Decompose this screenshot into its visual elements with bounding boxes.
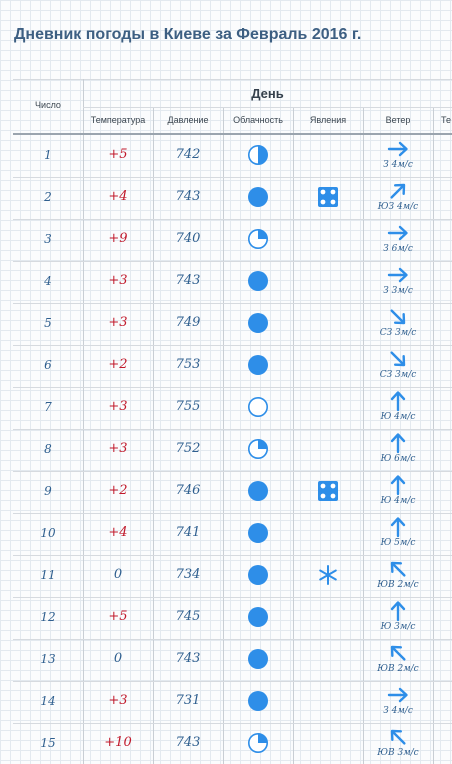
cloudiness-full-icon — [247, 690, 269, 712]
pressure-value: 752 — [175, 441, 201, 456]
temperature-value: +5 — [108, 147, 128, 162]
header-mid-border — [83, 107, 452, 108]
wind-value: ЮЗ 4м/с — [377, 202, 419, 212]
cloudiness-full-icon — [247, 480, 269, 502]
column-divider — [223, 107, 224, 764]
dice-icon — [317, 480, 339, 502]
wind-value: СЗ 3м/с — [379, 328, 417, 338]
temperature-value: 0 — [113, 651, 123, 666]
wind-arrow-up-left-icon — [387, 558, 409, 580]
day-number: 4 — [44, 274, 52, 288]
day-number: 8 — [44, 442, 52, 456]
column-header-1: Температура — [90, 115, 146, 125]
column-header-6: Те — [441, 115, 451, 125]
temperature-value: +3 — [108, 315, 128, 330]
day-number: 10 — [40, 526, 56, 540]
wind-arrow-up-icon — [387, 516, 409, 538]
snowflake-icon — [317, 564, 339, 586]
wind-arrow-up-left-icon — [387, 726, 409, 748]
day-number: 14 — [40, 694, 56, 708]
row-divider — [13, 597, 452, 598]
wind-value: З 4м/с — [383, 160, 413, 170]
pressure-value: 755 — [175, 399, 201, 414]
wind-arrow-up-left-icon — [387, 642, 409, 664]
day-number: 13 — [40, 652, 56, 666]
day-number: 15 — [40, 736, 56, 750]
section-header-day: День — [251, 86, 284, 101]
cloudiness-half-icon — [247, 144, 269, 166]
wind-arrow-up-icon — [387, 474, 409, 496]
row-divider — [13, 513, 452, 514]
temperature-value: +10 — [104, 735, 132, 750]
day-number: 3 — [44, 232, 52, 246]
column-divider — [433, 107, 434, 764]
day-number: 2 — [44, 190, 52, 204]
wind-arrow-up-icon — [387, 432, 409, 454]
column-header-5: Ветер — [385, 115, 411, 125]
temperature-value: +2 — [108, 357, 128, 372]
pressure-value: 742 — [175, 147, 201, 162]
row-divider — [13, 219, 452, 220]
column-header-2: Давление — [167, 115, 209, 125]
wind-arrow-down-right-icon — [387, 348, 409, 370]
cloudiness-empty-icon — [247, 396, 269, 418]
cloudiness-full-icon — [247, 564, 269, 586]
pressure-value: 743 — [175, 189, 201, 204]
cloudiness-full-icon — [247, 186, 269, 208]
wind-arrow-up-icon — [387, 390, 409, 412]
wind-value: ЮВ 2м/с — [377, 664, 419, 674]
row-divider — [13, 303, 452, 304]
row-divider — [13, 639, 452, 640]
temperature-value: 0 — [113, 567, 123, 582]
row-divider — [13, 261, 452, 262]
temperature-value: +5 — [108, 609, 128, 624]
pressure-value: 743 — [175, 273, 201, 288]
cloudiness-full-icon — [247, 522, 269, 544]
wind-value: Ю 5м/с — [380, 538, 416, 548]
temperature-value: +4 — [108, 525, 128, 540]
day-number: 11 — [40, 568, 56, 582]
cloudiness-full-icon — [247, 270, 269, 292]
wind-value: Ю 4м/с — [380, 496, 416, 506]
pressure-value: 746 — [175, 483, 201, 498]
day-number: 9 — [44, 484, 52, 498]
row-divider — [13, 387, 452, 388]
wind-value: Ю 4м/с — [380, 412, 416, 422]
temperature-value: +2 — [108, 483, 128, 498]
cloudiness-full-icon — [247, 648, 269, 670]
row-divider — [13, 723, 452, 724]
wind-arrow-right-icon — [387, 264, 409, 286]
column-header-3: Облачность — [233, 115, 283, 125]
wind-arrow-right-icon — [387, 222, 409, 244]
wind-value: ЮВ 3м/с — [377, 748, 419, 758]
cloudiness-full-icon — [247, 606, 269, 628]
pressure-value: 749 — [175, 315, 201, 330]
column-header-day: Число — [35, 100, 61, 110]
row-divider — [13, 177, 452, 178]
temperature-value: +4 — [108, 189, 128, 204]
wind-arrow-right-icon — [387, 138, 409, 160]
temperature-value: +9 — [108, 231, 128, 246]
day-number: 7 — [44, 400, 52, 414]
wind-value: Ю 6м/с — [380, 454, 416, 464]
wind-value: З 3м/с — [383, 286, 413, 296]
temperature-value: +3 — [108, 441, 128, 456]
wind-arrow-right-icon — [387, 684, 409, 706]
day-number: 1 — [44, 148, 52, 162]
day-number: 5 — [44, 316, 52, 330]
column-header-4: Явления — [309, 115, 347, 125]
pressure-value: 743 — [175, 735, 201, 750]
wind-value: ЮВ 2м/с — [377, 580, 419, 590]
cloudiness-full-icon — [247, 312, 269, 334]
pressure-value: 743 — [175, 651, 201, 666]
row-divider — [13, 681, 452, 682]
header-bottom-border — [13, 133, 452, 135]
pressure-value: 745 — [175, 609, 201, 624]
pressure-value: 731 — [175, 693, 201, 708]
dice-icon — [317, 186, 339, 208]
row-divider — [13, 345, 452, 346]
column-divider — [293, 107, 294, 764]
wind-arrow-down-right-icon — [387, 306, 409, 328]
temperature-value: +3 — [108, 399, 128, 414]
row-divider — [13, 471, 452, 472]
wind-value: З 4м/с — [383, 706, 413, 716]
pressure-value: 753 — [175, 357, 201, 372]
cloudiness-quarter-icon — [247, 228, 269, 250]
cloudiness-quarter-icon — [247, 732, 269, 754]
pressure-value: 741 — [175, 525, 201, 540]
wind-arrow-up-icon — [387, 600, 409, 622]
wind-value: Ю 3м/с — [380, 622, 416, 632]
cloudiness-quarter-icon — [247, 438, 269, 460]
temperature-value: +3 — [108, 693, 128, 708]
temperature-value: +3 — [108, 273, 128, 288]
wind-arrow-up-right-icon — [387, 180, 409, 202]
wind-value: З 6м/с — [383, 244, 413, 254]
row-divider — [13, 555, 452, 556]
wind-value: СЗ 3м/с — [379, 370, 417, 380]
day-number: 12 — [40, 610, 56, 624]
page-title: Дневник погоды в Киеве за Февраль 2016 г. — [14, 26, 362, 43]
day-number: 6 — [44, 358, 52, 372]
pressure-value: 740 — [175, 231, 201, 246]
pressure-value: 734 — [175, 567, 201, 582]
table-top-border — [13, 79, 452, 80]
row-divider — [13, 429, 452, 430]
cloudiness-full-icon — [247, 354, 269, 376]
